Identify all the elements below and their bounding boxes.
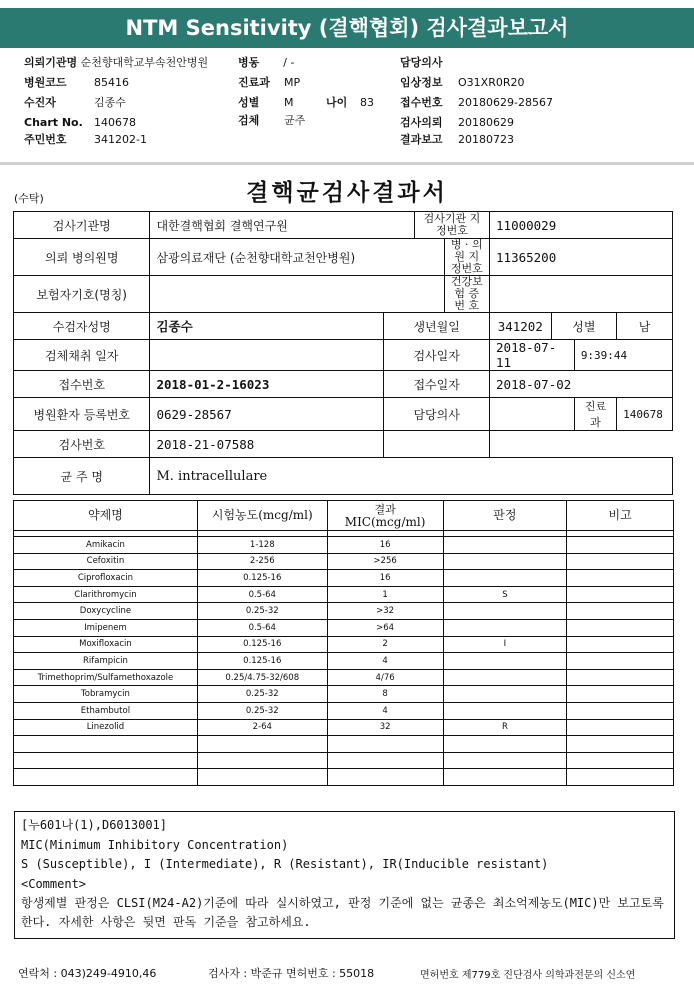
test-no-extra bbox=[384, 431, 490, 458]
info-dept-value: 140678 bbox=[617, 398, 673, 431]
doc-subtitle: (수탁) bbox=[14, 192, 44, 205]
dept-value: MP bbox=[284, 76, 301, 89]
drug-drug-cell: Cefoxitin bbox=[14, 553, 198, 570]
notes-box bbox=[14, 811, 675, 939]
collect-value bbox=[150, 340, 384, 371]
drug-range-cell: 0.25-32 bbox=[197, 686, 327, 703]
req-code-label: 병 · 의원 지정번호 bbox=[444, 239, 489, 276]
drug-range-cell: 2-256 bbox=[197, 553, 327, 570]
reg-label: 병원환자 등록번호 bbox=[14, 398, 150, 431]
empty-cell bbox=[14, 769, 198, 786]
drug-judge-cell bbox=[443, 537, 567, 554]
footer-examiner: 검사자 : 박준규 면허번호 : 55018 bbox=[208, 967, 375, 980]
drug-drug-cell: Linezolid bbox=[14, 719, 198, 736]
chart-value: 140678 bbox=[94, 116, 136, 129]
sex-value: M bbox=[284, 96, 294, 109]
empty-cell bbox=[197, 752, 327, 769]
notes-code: [누601나(1),D6013001] bbox=[21, 818, 168, 832]
drug-note-cell bbox=[567, 636, 674, 653]
info-doctor-value bbox=[490, 398, 575, 431]
age-label: 나이 bbox=[326, 96, 348, 109]
drug-mic-cell: 4 bbox=[327, 653, 443, 670]
drug-row-empty bbox=[14, 769, 674, 786]
drug-note-cell bbox=[567, 553, 674, 570]
drug-row bbox=[14, 553, 674, 570]
chart-label: Chart No. bbox=[24, 116, 83, 129]
drug-judge-cell bbox=[443, 686, 567, 703]
sex-label: 성별 bbox=[238, 96, 260, 109]
doctor-label: 담당의사 bbox=[400, 56, 443, 69]
drug-table-body bbox=[14, 537, 674, 786]
drug-mic-cell: >64 bbox=[327, 619, 443, 636]
receipt-row bbox=[400, 96, 553, 110]
lab-value: 대한결핵협회 결핵연구원 bbox=[150, 212, 414, 239]
notes-legend: S (Susceptible), I (Intermediate), R (Resistant), IR(Inducible resistant) bbox=[21, 857, 549, 871]
empty-cell bbox=[14, 752, 198, 769]
lab-label: 검사기관명 bbox=[14, 212, 150, 239]
drug-judge-cell bbox=[443, 702, 567, 719]
receipt-date-value: 2018-07-02 bbox=[490, 371, 673, 398]
specimen-value: 균주 bbox=[284, 114, 306, 127]
drug-note-cell bbox=[567, 586, 674, 603]
drug-note-cell bbox=[567, 686, 674, 703]
birth-label: 생년월일 bbox=[384, 313, 490, 340]
drug-mic-cell: >32 bbox=[327, 603, 443, 620]
receipt-no-value: 2018-01-2-16023 bbox=[150, 371, 384, 398]
drug-drug-cell: Moxifloxacin bbox=[14, 636, 198, 653]
receipt-no-label: 접수번호 bbox=[14, 371, 150, 398]
drug-mic-cell: 1 bbox=[327, 586, 443, 603]
drug-table bbox=[13, 500, 674, 786]
notes-mic-definition: MIC(Minimum Inhibitory Concentration) bbox=[21, 837, 289, 852]
drug-judge-cell: R bbox=[443, 719, 567, 736]
report-value: 20180723 bbox=[458, 133, 514, 146]
req-code-value: 11365200 bbox=[490, 239, 673, 276]
drug-col-header: 약제명 bbox=[14, 501, 198, 531]
patient-row bbox=[24, 96, 126, 110]
empty-cell bbox=[327, 752, 443, 769]
drug-row bbox=[14, 653, 674, 670]
drug-judge-cell bbox=[443, 653, 567, 670]
report-banner-title: NTM Sensitivity (결핵협회) 검사결과보고서 bbox=[0, 8, 694, 48]
empty-cell bbox=[14, 736, 198, 753]
info-table bbox=[13, 211, 673, 495]
idno-row bbox=[24, 133, 147, 147]
test-no-value: 2018-21-07588 bbox=[150, 431, 384, 458]
name-label: 수검자성명 bbox=[14, 313, 150, 340]
hospital-value: 순천향대학교부속천안병원 bbox=[80, 56, 209, 69]
empty-cell bbox=[197, 736, 327, 753]
drug-drug-cell: Tobramycin bbox=[14, 686, 198, 703]
notes-comment: 항생제별 판정은 CLSI(M24-A2)기준에 따라 실시하였고, 판정 기준에 없는 균종은 최소억제농도(MIC)만 보고토록 한다. 자세한 사항은 뒷면 판독 기준을 참고하세요. bbox=[21, 896, 664, 929]
ins-label: 보험자기호(명칭) bbox=[14, 276, 150, 313]
clinical-label: 임상정보 bbox=[400, 76, 443, 89]
notes-comment-label: <Comment> bbox=[21, 876, 87, 891]
specimen-label: 검체 bbox=[238, 114, 260, 127]
sex-row bbox=[238, 96, 294, 110]
header-separator bbox=[0, 162, 694, 165]
req-hosp-label: 의뢰 병의원명 bbox=[14, 239, 150, 276]
clinical-value: O31XR0R20 bbox=[458, 76, 525, 89]
drug-row bbox=[14, 586, 674, 603]
drug-range-cell: 0.5-64 bbox=[197, 619, 327, 636]
ins-no-label: 건강보험 증 번 호 bbox=[444, 276, 489, 313]
mic-col-header-line2: MIC(mcg/ml) bbox=[344, 514, 426, 529]
receipt-date-label: 접수일자 bbox=[384, 371, 490, 398]
drug-row bbox=[14, 537, 674, 554]
drug-judge-cell bbox=[443, 619, 567, 636]
reg-value: 0629-28567 bbox=[150, 398, 384, 431]
empty-cell bbox=[567, 752, 674, 769]
info-sex-value: 남 bbox=[617, 313, 673, 340]
drug-row bbox=[14, 570, 674, 587]
drug-range-cell: 0.25/4.75-32/608 bbox=[197, 669, 327, 686]
drug-note-cell bbox=[567, 702, 674, 719]
code-label: 병원코드 bbox=[24, 76, 67, 89]
ins-value bbox=[150, 276, 444, 313]
drug-mic-cell: >256 bbox=[327, 553, 443, 570]
hospital-row bbox=[24, 56, 208, 70]
empty-cell bbox=[327, 736, 443, 753]
receipt-value: 20180629-28567 bbox=[458, 96, 553, 109]
empty-cell bbox=[197, 769, 327, 786]
empty-cell bbox=[443, 736, 567, 753]
empty-cell bbox=[567, 736, 674, 753]
drug-drug-cell: Doxycycline bbox=[14, 603, 198, 620]
drug-mic-cell: 16 bbox=[327, 537, 443, 554]
drug-row bbox=[14, 686, 674, 703]
drug-judge-cell bbox=[443, 553, 567, 570]
idno-value: 341202-1 bbox=[94, 133, 147, 146]
drug-mic-cell: 4 bbox=[327, 702, 443, 719]
dept-label: 진료과 bbox=[238, 76, 270, 89]
drug-note-cell bbox=[567, 537, 674, 554]
drug-note-cell bbox=[567, 570, 674, 587]
doctor-row bbox=[400, 56, 443, 70]
ward-label: 병동 bbox=[238, 56, 260, 69]
drug-mic-cell: 2 bbox=[327, 636, 443, 653]
judge-col-header: 판정 bbox=[443, 501, 567, 531]
patient-label: 수진자 bbox=[24, 96, 56, 109]
drug-range-cell: 2-64 bbox=[197, 719, 327, 736]
drug-drug-cell: Ciprofloxacin bbox=[14, 570, 198, 587]
info-sex-label: 성별 bbox=[551, 313, 617, 340]
lab-code-value: 11000029 bbox=[490, 212, 673, 239]
request-value: 20180629 bbox=[458, 116, 514, 129]
birth-value: 341202 bbox=[490, 313, 552, 340]
drug-mic-cell: 16 bbox=[327, 570, 443, 587]
report-row bbox=[400, 133, 514, 147]
drug-judge-cell: I bbox=[443, 636, 567, 653]
drug-row-empty bbox=[14, 752, 674, 769]
test-no-label: 검사번호 bbox=[14, 431, 150, 458]
receipt-label: 접수번호 bbox=[400, 96, 443, 109]
drug-note-cell bbox=[567, 669, 674, 686]
empty-cell bbox=[443, 752, 567, 769]
clinical-row bbox=[400, 76, 524, 90]
ward-row bbox=[238, 56, 294, 70]
info-dept-label: 진료과 bbox=[574, 398, 616, 431]
mic-col-header bbox=[327, 501, 443, 531]
name-value: 김종수 bbox=[150, 313, 384, 340]
test-time-value: 9:39:44 bbox=[574, 340, 672, 371]
drug-range-cell: 0.25-32 bbox=[197, 603, 327, 620]
report-label: 결과보고 bbox=[400, 133, 443, 146]
mic-col-header-line1: 결과 bbox=[374, 502, 396, 516]
drug-mic-cell: 8 bbox=[327, 686, 443, 703]
drug-judge-cell bbox=[443, 603, 567, 620]
empty-cell bbox=[327, 769, 443, 786]
code-value: 85416 bbox=[94, 76, 129, 89]
age-value: 83 bbox=[360, 96, 374, 109]
footer-contact: 연락처 : 043)249-4910,46 bbox=[18, 967, 157, 980]
chart-row bbox=[24, 116, 136, 130]
drug-range-cell: 0.125-16 bbox=[197, 570, 327, 587]
empty-cell bbox=[443, 769, 567, 786]
ward-value: / - bbox=[283, 56, 295, 69]
drug-drug-cell: Ethambutol bbox=[14, 702, 198, 719]
drug-judge-cell bbox=[443, 570, 567, 587]
drug-drug-cell: Rifampicin bbox=[14, 653, 198, 670]
drug-note-cell bbox=[567, 719, 674, 736]
drug-note-cell bbox=[567, 653, 674, 670]
doc-title: 결핵균검사결과서 bbox=[246, 179, 448, 206]
drug-judge-cell: S bbox=[443, 586, 567, 603]
drug-judge-cell bbox=[443, 669, 567, 686]
drug-row bbox=[14, 669, 674, 686]
drug-row-empty bbox=[14, 736, 674, 753]
dept-row bbox=[238, 76, 300, 90]
drug-note-cell bbox=[567, 603, 674, 620]
drug-row bbox=[14, 603, 674, 620]
drug-row bbox=[14, 719, 674, 736]
drug-row bbox=[14, 619, 674, 636]
drug-drug-cell: Trimethoprim/Sulfamethoxazole bbox=[14, 669, 198, 686]
empty-cell bbox=[567, 769, 674, 786]
test-date-label: 검사일자 bbox=[384, 340, 490, 371]
drug-range-cell: 0.25-32 bbox=[197, 702, 327, 719]
strain-value: M. intracellulare bbox=[150, 458, 673, 495]
ins-no-value bbox=[490, 276, 673, 313]
collect-label: 검체채취 일자 bbox=[14, 340, 150, 371]
drug-drug-cell: Imipenem bbox=[14, 619, 198, 636]
age-row bbox=[326, 96, 374, 110]
lab-code-label: 검사기관 지정번호 bbox=[414, 212, 489, 239]
req-hosp-value: 삼광의료재단 (순천향대학교천안병원) bbox=[150, 239, 444, 276]
drug-range-cell: 0.125-16 bbox=[197, 636, 327, 653]
strain-label: 균 주 명 bbox=[14, 458, 150, 495]
request-row bbox=[400, 116, 514, 130]
drug-range-cell: 0.125-16 bbox=[197, 653, 327, 670]
drug-row bbox=[14, 636, 674, 653]
drug-drug-cell: Clarithromycin bbox=[14, 586, 198, 603]
specimen-row bbox=[238, 114, 305, 128]
test-no-blank bbox=[490, 431, 673, 458]
hospital-label: 의뢰기관명 bbox=[24, 56, 78, 69]
range-col-header: 시험농도(mcg/ml) bbox=[197, 501, 327, 531]
drug-note-cell bbox=[567, 619, 674, 636]
drug-range-cell: 1-128 bbox=[197, 537, 327, 554]
drug-range-cell: 0.5-64 bbox=[197, 586, 327, 603]
info-doctor-label: 담당의사 bbox=[384, 398, 490, 431]
idno-label: 주민번호 bbox=[24, 133, 67, 146]
drug-mic-cell: 32 bbox=[327, 719, 443, 736]
footer-specialist: 면허번호 제779호 진단검사 의학과전문의 신소연 bbox=[420, 970, 636, 981]
note-col-header: 비고 bbox=[567, 501, 674, 531]
patient-value: 김종수 bbox=[94, 96, 126, 109]
drug-row bbox=[14, 702, 674, 719]
request-label: 검사의뢰 bbox=[400, 116, 443, 129]
drug-drug-cell: Amikacin bbox=[14, 537, 198, 554]
code-row bbox=[24, 76, 129, 90]
drug-mic-cell: 4/76 bbox=[327, 669, 443, 686]
test-date-value: 2018-07-11 bbox=[490, 340, 575, 371]
